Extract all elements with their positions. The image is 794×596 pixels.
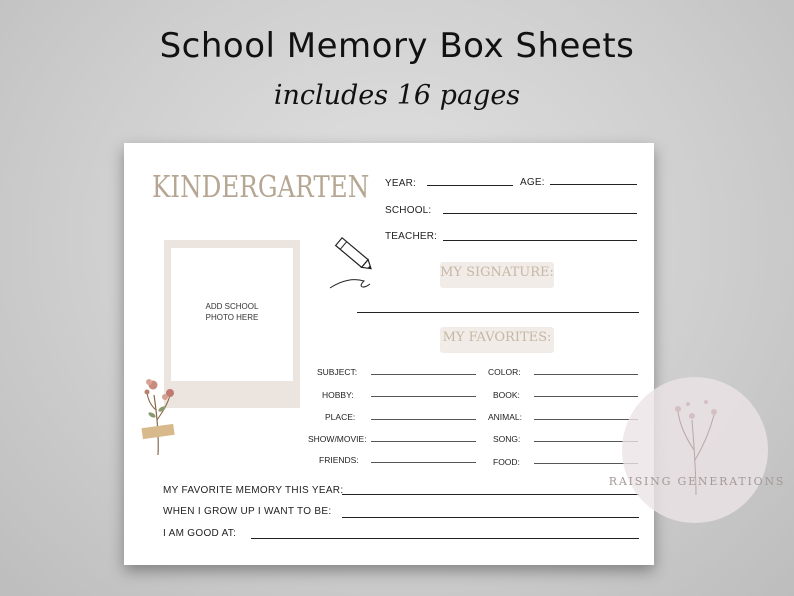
friends-line[interactable] <box>371 462 476 463</box>
show-movie-line[interactable] <box>371 441 476 442</box>
song-label: SONG: <box>493 434 521 444</box>
teacher-line[interactable] <box>443 240 637 241</box>
grow-up-label: WHEN I GROW UP I WANT TO BE: <box>163 506 332 517</box>
age-label: AGE: <box>520 177 545 188</box>
page-title: School Memory Box Sheets <box>159 26 635 66</box>
year-line[interactable] <box>427 185 513 186</box>
grade-title: KINDERGARTEN <box>152 170 370 205</box>
animal-label: ANIMAL: <box>488 412 523 422</box>
animal-line[interactable] <box>534 419 638 420</box>
photo-placeholder-text <box>171 301 293 323</box>
show-movie-label: SHOW/MOVIE: <box>308 434 367 444</box>
photo-text-line-1: ADD SCHOOL <box>205 302 259 311</box>
memory-label: MY FAVORITE MEMORY THIS YEAR: <box>163 485 344 496</box>
color-label: COLOR: <box>488 367 521 377</box>
signature-heading: MY SIGNATURE: <box>440 262 554 288</box>
book-label: BOOK: <box>493 390 520 400</box>
memory-line[interactable] <box>342 494 639 495</box>
teacher-label: TEACHER: <box>385 231 438 242</box>
school-line[interactable] <box>443 213 637 214</box>
grow-up-line[interactable] <box>342 517 639 518</box>
good-at-line[interactable] <box>251 538 639 539</box>
watermark-text: RAISING GENERATIONS <box>608 475 786 488</box>
color-line[interactable] <box>534 374 638 375</box>
place-label: PLACE: <box>325 412 356 422</box>
photo-text-line-2: PHOTO HERE <box>205 313 259 322</box>
school-label: SCHOOL: <box>385 205 432 216</box>
age-line[interactable] <box>550 184 637 185</box>
flower-icon <box>140 375 194 457</box>
page-subtitle: includes 16 pages <box>273 80 521 111</box>
food-label: FOOD: <box>493 457 520 467</box>
pencil-icon <box>324 234 384 296</box>
good-at-label: I AM GOOD AT: <box>163 528 237 539</box>
friends-label: FRIENDS: <box>319 455 359 465</box>
favorites-heading: MY FAVORITES: <box>440 327 554 353</box>
book-line[interactable] <box>534 396 638 397</box>
place-line[interactable] <box>371 419 476 420</box>
year-label: YEAR: <box>385 178 417 189</box>
hobby-line[interactable] <box>371 396 476 397</box>
signature-line[interactable] <box>357 312 639 313</box>
subject-line[interactable] <box>371 374 476 375</box>
memory-sheet <box>124 143 654 565</box>
hobby-label: HOBBY: <box>322 390 354 400</box>
subject-label: SUBJECT: <box>317 367 358 377</box>
